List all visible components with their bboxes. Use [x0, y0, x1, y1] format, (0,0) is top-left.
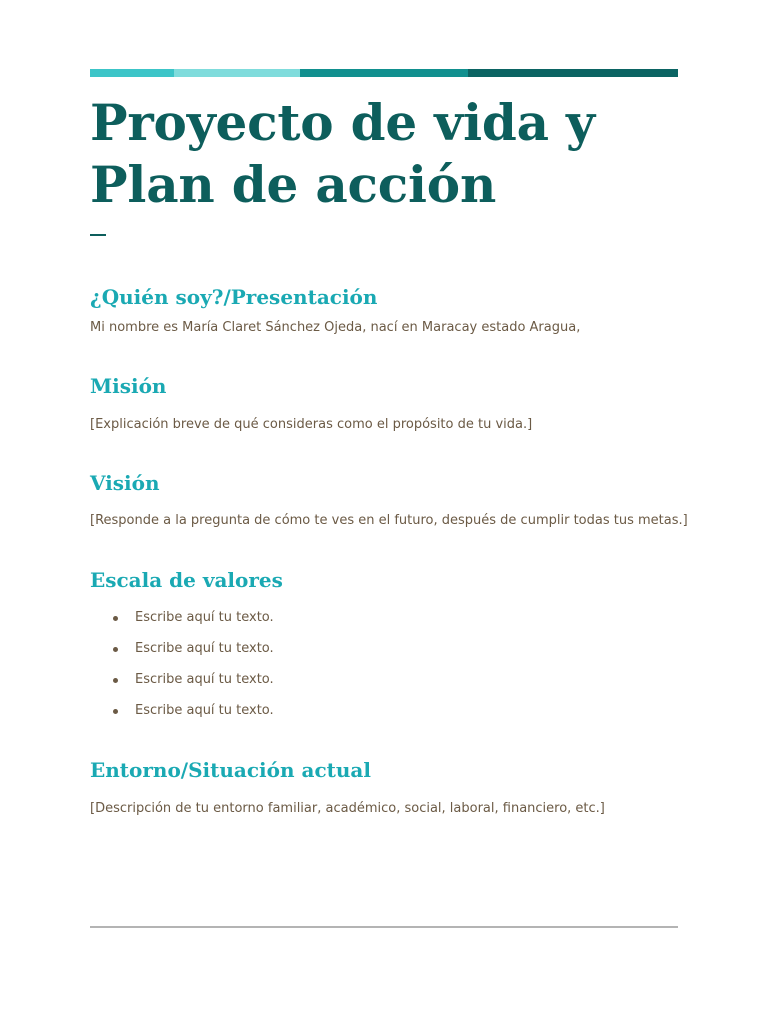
footer-divider	[90, 926, 678, 928]
heading-presentacion[interactable]: ¿Quién soy?/Presentación	[90, 285, 378, 309]
list-item[interactable]	[90, 640, 274, 671]
color-bar-segment	[468, 69, 678, 77]
heading-entorno[interactable]: Entorno/Situación actual	[90, 758, 371, 782]
bullet-icon	[113, 678, 118, 683]
list-item[interactable]	[90, 671, 274, 702]
list-item-text: Escribe aquí tu texto.	[135, 672, 274, 687]
bullet-icon	[113, 616, 118, 621]
color-bar-segment	[174, 69, 300, 77]
text-vision[interactable]: [Responde a la pregunta de cómo te ves en el futuro, después de cumplir todas tus metas.]	[90, 513, 688, 528]
header-color-bar	[90, 69, 678, 77]
heading-vision[interactable]: Visión	[90, 471, 160, 495]
list-item[interactable]	[90, 609, 274, 640]
color-bar-segment	[90, 69, 174, 77]
text-mision[interactable]: [Explicación breve de qué consideras como el propósito de tu vida.]	[90, 417, 533, 432]
text-presentacion[interactable]: Mi nombre es María Claret Sánchez Ojeda, nací en Maracay estado Aragua,	[90, 320, 581, 335]
title-underline-dash	[90, 234, 106, 236]
valores-list	[90, 609, 274, 733]
list-item-text: Escribe aquí tu texto.	[135, 641, 274, 656]
bullet-icon	[113, 647, 118, 652]
list-item-text: Escribe aquí tu texto.	[135, 610, 274, 625]
heading-mision[interactable]: Misión	[90, 374, 167, 398]
list-item[interactable]	[90, 702, 274, 733]
text-entorno[interactable]: [Descripción de tu entorno familiar, académico, social, laboral, financiero, etc.]	[90, 801, 605, 816]
list-item-text: Escribe aquí tu texto.	[135, 703, 274, 718]
bullet-icon	[113, 709, 118, 714]
heading-valores[interactable]: Escala de valores	[90, 568, 283, 592]
color-bar-segment	[300, 69, 468, 77]
document-title[interactable]: Proyecto de vida y Plan de acción	[90, 93, 595, 214]
